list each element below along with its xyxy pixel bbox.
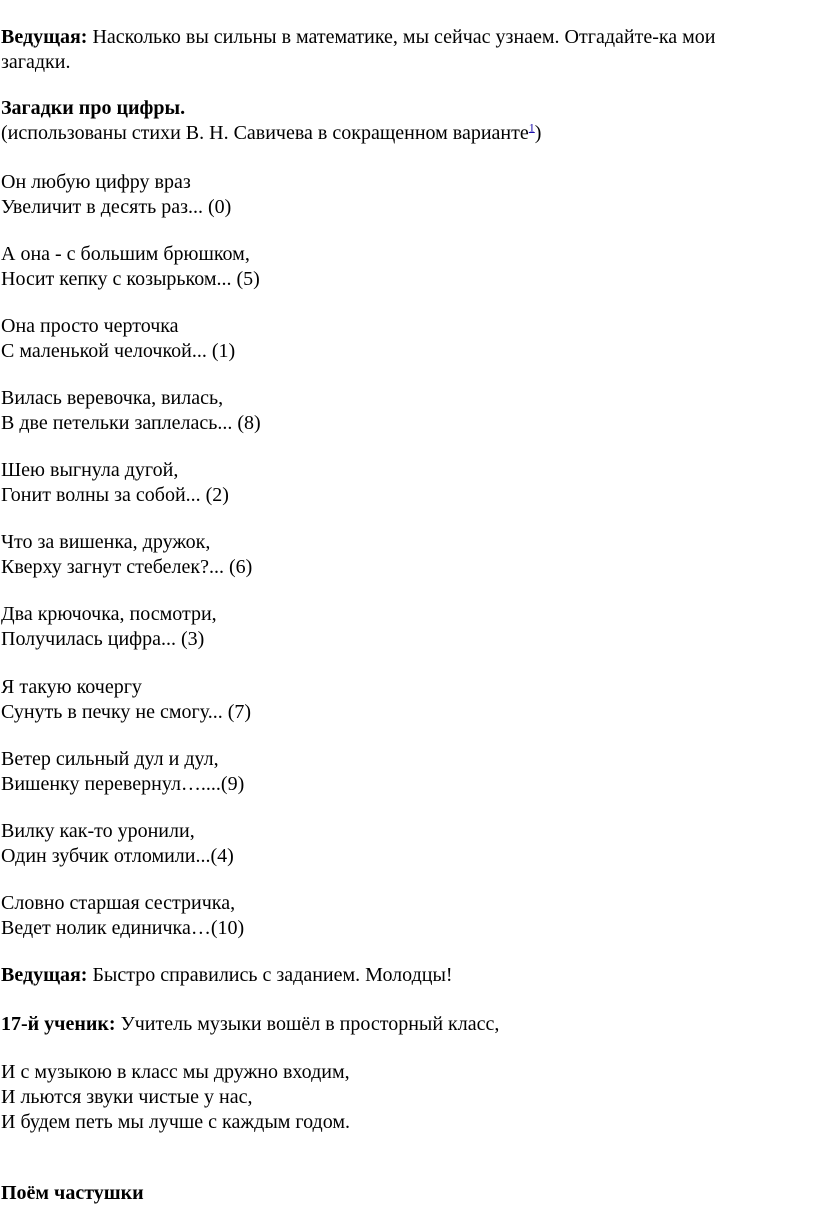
riddle-answer-line: Кверху загнут стебелек?... (6) (1, 556, 253, 578)
riddle-line: Вилась веревочка, вилась, (1, 387, 224, 409)
speaker-label: Ведущая: (1, 964, 88, 986)
riddle-line: Что за вишенка, дружок, (1, 531, 211, 553)
riddle-line: Он любую цифру враз (1, 171, 191, 193)
riddle-answer-line: В две петельки заплелась... (8) (1, 412, 261, 434)
riddle-line: Вилку как-то уронили, (1, 820, 195, 842)
footnote-link[interactable]: 1 (528, 120, 535, 135)
speaker-label: Ведущая: (1, 26, 88, 48)
riddle-line: Словно старшая сестричка, (1, 892, 236, 914)
student-line: 17-й ученик: Учитель музыки вошёл в просторный класс, (1, 1013, 500, 1035)
riddle-answer-line: Ведет нолик единичка…(10) (1, 917, 245, 939)
final-heading: Поём частушки (1, 1182, 144, 1204)
riddle-line: Она просто черточка (1, 315, 179, 337)
verse-line: И льются звуки чистые у нас, (1, 1086, 253, 1108)
intro-text: Насколько вы сильны в математике, мы сейчас узнаем. Отгадайте-ка мои (87, 26, 716, 48)
riddle-answer-line: С маленькой челочкой... (1) (1, 340, 236, 362)
riddle-line: А она - с большим брюшком, (1, 243, 250, 265)
riddle-answer-line: Вишенку перевернул…....(9) (1, 773, 245, 795)
riddle-answer-line: Увеличит в десять раз... (0) (1, 196, 232, 218)
riddle-answer-line: Получилась цифра... (3) (1, 628, 205, 650)
source-note: (использованы стихи В. Н. Савичева в сокращенном варианте$^1$) (1, 120, 542, 144)
verse-line: И будем петь мы лучше с каждым годом. (1, 1111, 350, 1133)
riddle-line: Два крючочка, посмотри, (1, 603, 217, 625)
riddle-answer-line: Носит кепку с козырьком... (5) (1, 268, 260, 290)
riddle-answer-line: Гонит волны за собой... (2) (1, 484, 229, 506)
riddle-line: Я такую кочергу (1, 676, 142, 698)
riddle-answer-line: Один зубчик отломили...(4) (1, 845, 234, 867)
intro-continuation: загадки. (1, 51, 71, 73)
riddle-answer-line: Сунуть в печку не смогу... (7) (1, 701, 252, 723)
riddle-line: Ветер сильный дул и дул, (1, 748, 219, 770)
intro-paragraph (1, 25, 716, 49)
riddle-line: Шею выгнула дугой, (1, 459, 179, 481)
speaker-label: 17-й ученик: (1, 1013, 116, 1035)
host-reply: Ведущая: Быстро справились с заданием. Молодцы! (1, 964, 453, 986)
verse-line: И с музыкою в класс мы дружно входим, (1, 1061, 350, 1083)
section-title: Загадки про цифры. (1, 97, 186, 119)
